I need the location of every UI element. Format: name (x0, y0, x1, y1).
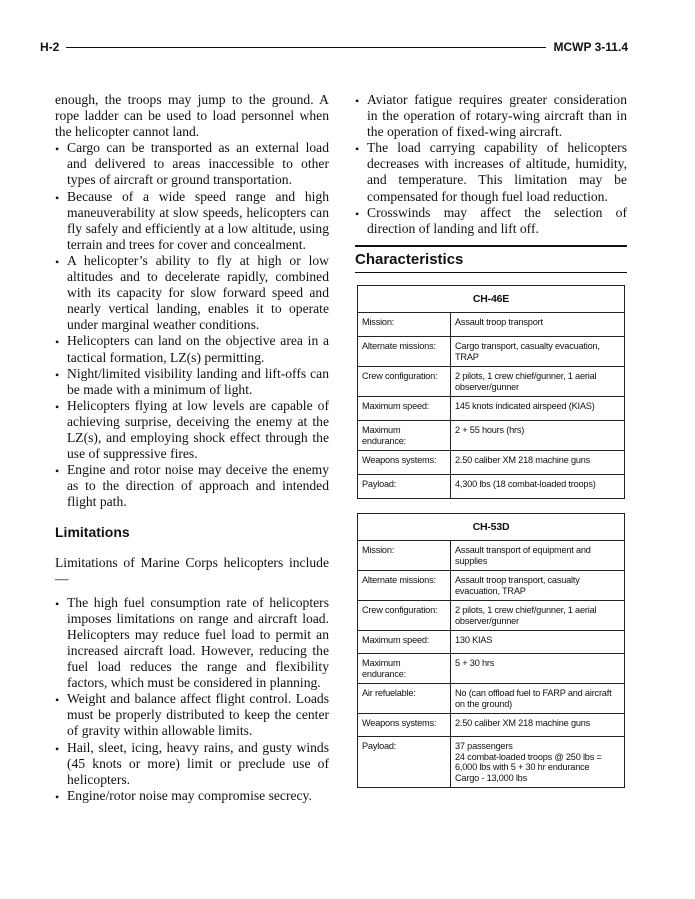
list-item: • Night/limited visibility landing and lift-offs can be made with a minimum of light. (55, 366, 329, 398)
row-value: 2.50 caliber XM 218 machine guns (451, 451, 625, 475)
row-value: Assault transport of equipment and supplies (451, 541, 625, 571)
row-value: 2.50 caliber XM 218 machine guns (451, 714, 625, 737)
table-title: CH-53D (358, 514, 625, 541)
list-item: • The high fuel consumption rate of helicopters imposes limitations on range and aircraft load. Helicopters may reduce fuel load to permit an increased aircraft load. However, reducing the fuel load reduces the range and flexibility factors, which must be considered in planning. (55, 595, 329, 692)
capabilities-list (55, 140, 329, 510)
row-label: Mission: (358, 541, 451, 571)
list-item: • A helicopter’s ability to fly at high or low altitudes and to decelerate rapidly, combined with its capacity for slow forward speed and nearly vertical landing, enables it to operate under marginal weather conditions. (55, 253, 329, 333)
row-value: 2 + 55 hours (hrs) (451, 421, 625, 451)
list-item: • Because of a wide speed range and high maneuverability at slow speeds, helicopters can fly safely and efficiently at a low altitude, using terrain and trees for cover and concealment. (55, 189, 329, 253)
table-row (358, 684, 625, 714)
list-item: • Engine and rotor noise may deceive the enemy as to the direction of approach and intended flight path. (55, 462, 329, 510)
row-label: Payload: (358, 737, 451, 788)
intro-paragraph: enough, the troops may jump to the ground. A rope ladder can be used to load personnel when the helicopter cannot land. (55, 92, 329, 140)
running-header (40, 40, 628, 56)
characteristics-heading: Characteristics (355, 245, 627, 273)
list-item: • Helicopters can land on the objective area in a tactical formation, LZ(s) permitting. (55, 333, 329, 365)
table-row (358, 714, 625, 737)
list-item: • Crosswinds may affect the selection of direction of landing and lift off. (355, 205, 627, 237)
row-label: Crew configuration: (358, 601, 451, 631)
row-value: Assault troop transport (451, 313, 625, 337)
row-label: Weapons systems: (358, 451, 451, 475)
row-value: 5 + 30 hrs (451, 654, 625, 684)
row-value: 145 knots indicated airspeed (KIAS) (451, 397, 625, 421)
table-row (358, 451, 625, 475)
table-row (358, 631, 625, 654)
limitations-intro: Limitations of Marine Corps helicopters include— (55, 554, 329, 586)
page-number: H-2 (40, 40, 60, 54)
header-rule (66, 47, 546, 48)
row-label: Maximum speed: (358, 397, 451, 421)
row-value: 37 passengers 24 combat-loaded troops @ 250 lbs = 6,000 lbs with 5 + 30 hr endurance Cargo - 13,000 lbs (451, 737, 625, 788)
row-value: 130 KIAS (451, 631, 625, 654)
right-bullets-list (355, 92, 627, 237)
row-label: Maximum endurance: (358, 421, 451, 451)
row-value: 2 pilots, 1 crew chief/gunner, 1 aerial observer/gunner (451, 367, 625, 397)
row-label: Alternate missions: (358, 571, 451, 601)
table-row (358, 337, 625, 367)
row-value: 2 pilots, 1 crew chief/gunner, 1 aerial observer/gunner (451, 601, 625, 631)
table-row (358, 601, 625, 631)
table-row (358, 367, 625, 397)
table-row (358, 475, 625, 499)
row-label: Maximum speed: (358, 631, 451, 654)
limitations-list (55, 595, 329, 804)
table-row (358, 421, 625, 451)
row-value: 4,300 lbs (18 combat-loaded troops) (451, 475, 625, 499)
row-value: Cargo transport, casualty evacuation, TRAP (451, 337, 625, 367)
list-item: • Weight and balance affect flight control. Loads must be properly distributed to keep the center of gravity within allowable limits. (55, 691, 329, 739)
row-label: Alternate missions: (358, 337, 451, 367)
table-row (358, 654, 625, 684)
table-title: CH-46E (358, 286, 625, 313)
left-column (55, 92, 329, 804)
document-id: MCWP 3-11.4 (553, 40, 628, 54)
table-row (358, 737, 625, 788)
row-value: No (can offload fuel to FARP and aircraft on the ground) (451, 684, 625, 714)
row-label: Crew configuration: (358, 367, 451, 397)
row-label: Mission: (358, 313, 451, 337)
list-item: • The load carrying capability of helicopters decreases with increases of altitude, humidity, and temperature. This limitation may be compensated for though fuel load reduction. (355, 140, 627, 204)
right-column (355, 92, 627, 237)
row-label: Maximum endurance: (358, 654, 451, 684)
list-item: • Engine/rotor noise may compromise secrecy. (55, 788, 329, 804)
table-row (358, 541, 625, 571)
list-item: • Hail, sleet, icing, heavy rains, and gusty winds (45 knots or more) limit or preclude use of helicopters. (55, 740, 329, 788)
list-item: • Aviator fatigue requires greater consideration in the operation of rotary-wing aircraft than in the operation of fixed-wing aircraft. (355, 92, 627, 140)
row-label: Air refuelable: (358, 684, 451, 714)
table-row (358, 313, 625, 337)
ch53d-table (357, 513, 625, 788)
ch46e-table (357, 285, 625, 499)
row-label: Payload: (358, 475, 451, 499)
row-value: Assault troop transport, casualty evacuation, TRAP (451, 571, 625, 601)
table-row (358, 397, 625, 421)
table-row (358, 571, 625, 601)
row-label: Weapons systems: (358, 714, 451, 737)
limitations-heading: Limitations (55, 524, 130, 541)
list-item: • Helicopters flying at low levels are capable of achieving surprise, deceiving the enemy at the LZ(s), and employing shock effect through the use of suppressive fires. (55, 398, 329, 462)
list-item: • Cargo can be transported as an external load and delivered to areas inaccessible to other types of aircraft or ground transportation. (55, 140, 329, 188)
